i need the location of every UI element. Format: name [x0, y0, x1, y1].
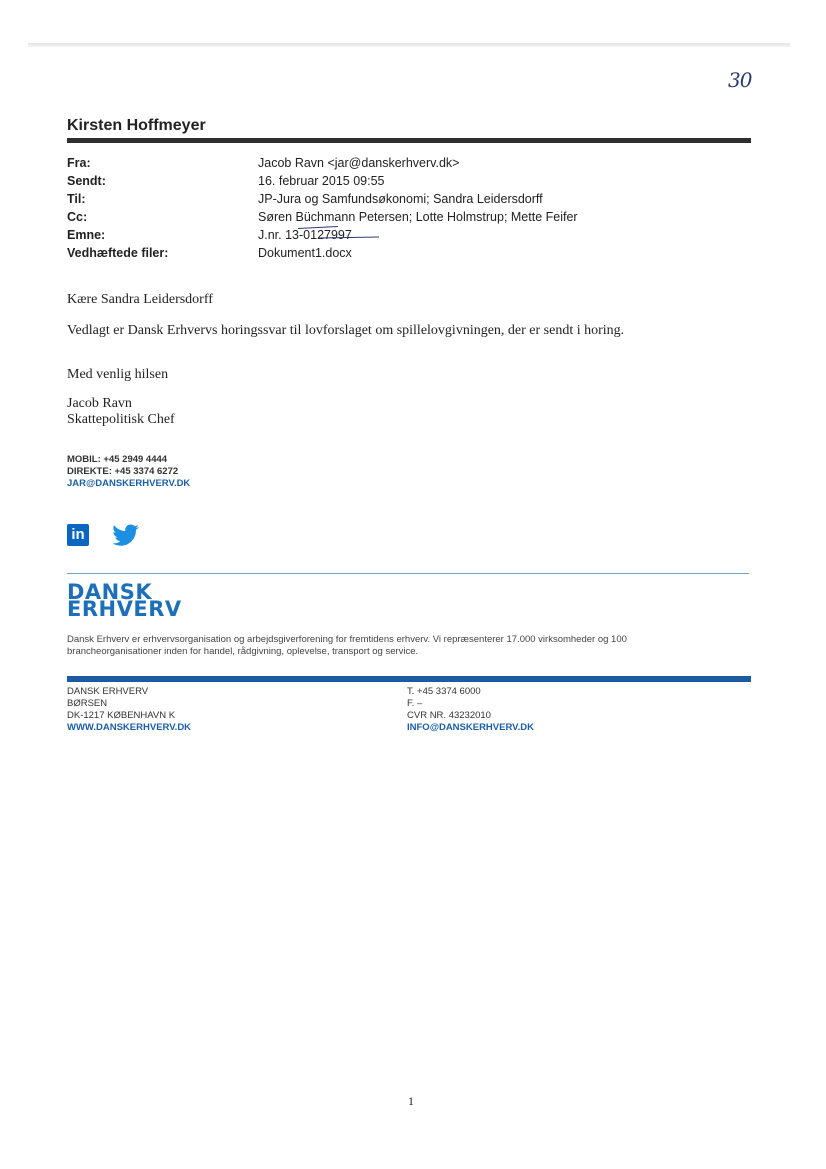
meta-row-sent [67, 174, 667, 192]
meta-label: Til: [67, 192, 86, 206]
page-number: 1 [408, 1094, 414, 1108]
attachment-link[interactable]: Dokument1.docx [258, 246, 352, 260]
footer-line: DANSK ERHVERV [67, 686, 149, 697]
meta-row-from [67, 156, 667, 174]
signature-email-link[interactable]: JAR@DANSKERHVERV.DK [67, 478, 191, 489]
signer-name: Jacob Ravn [67, 396, 132, 411]
meta-value: Jacob Ravn <jar@danskerhverv.dk> [258, 156, 460, 170]
footer-contact [407, 686, 534, 734]
organisation-description [67, 634, 757, 658]
footer-line: DK-1217 KØBENHAVN K [67, 710, 176, 721]
meta-label: Sendt: [67, 174, 106, 188]
direct-number: DIREKTE: +45 3374 6272 [67, 466, 179, 477]
body-paragraph: Vedlagt er Dansk Erhvervs horingssvar til lovforslaget om spillelovgivningen, der er sendt i horing. [67, 323, 625, 338]
linkedin-icon[interactable]: in [67, 524, 89, 546]
mobile-number: MOBIL: +45 2949 4444 [67, 454, 168, 465]
meta-label: Fra: [67, 156, 91, 170]
header-rule [67, 138, 751, 143]
org-description-line: brancheorganisationer inden for handel, rådgivning, oplevelse, transport og service. [67, 646, 419, 657]
meta-value: J.nr. 13-0127997 [258, 228, 352, 242]
dansk-erhverv-logo [67, 580, 182, 621]
info-email-link[interactable]: INFO@DANSKERHVERV.DK [407, 722, 534, 733]
footer-rule [67, 676, 751, 682]
footer-line: F. – [407, 698, 423, 709]
footer-address [67, 686, 191, 734]
footer-line: CVR NR. 43232010 [407, 710, 491, 721]
logo-line-1: DANSK [67, 580, 153, 604]
website-link[interactable]: WWW.DANSKERHVERV.DK [67, 722, 192, 733]
meta-value: 16. februar 2015 09:55 [258, 174, 385, 188]
email-meta [67, 156, 667, 264]
sender-name: Kirsten Hoffmeyer [67, 117, 206, 134]
meta-value: JP-Jura og Samfundsøkonomi; Sandra Leidersdorff [258, 192, 543, 206]
logo-line-2: ERHVERV [67, 597, 182, 621]
meta-row-attachments [67, 246, 667, 264]
twitter-icon[interactable] [110, 524, 140, 548]
meta-label: Emne: [67, 228, 106, 242]
meta-label: Cc: [67, 210, 88, 224]
footer-line: BØRSEN [67, 698, 108, 709]
meta-label: Vedhæftede filer: [67, 246, 169, 260]
footer-line: T. +45 3374 6000 [407, 686, 481, 697]
signer-title: Skattepolitisk Chef [67, 412, 175, 427]
handwritten-page-number: 30 [728, 68, 752, 92]
meta-row-cc [67, 210, 667, 228]
greeting: Kære Sandra Leidersdorff [67, 292, 213, 307]
scan-edge [28, 43, 790, 47]
closing: Med venlig hilsen [67, 367, 169, 382]
org-description-line: Dansk Erhverv er erhvervsorganisation og arbejdsgiverforening for fremtidens erhverv. Vi repræsenterer 17.000 virksomheder og 100 [67, 634, 627, 645]
meta-row-to [67, 192, 667, 210]
signature-divider [67, 573, 749, 574]
signature-contact [67, 454, 190, 490]
meta-value: Søren Büchmann Petersen; Lotte Holmstrup; Mette Feifer [258, 210, 578, 224]
